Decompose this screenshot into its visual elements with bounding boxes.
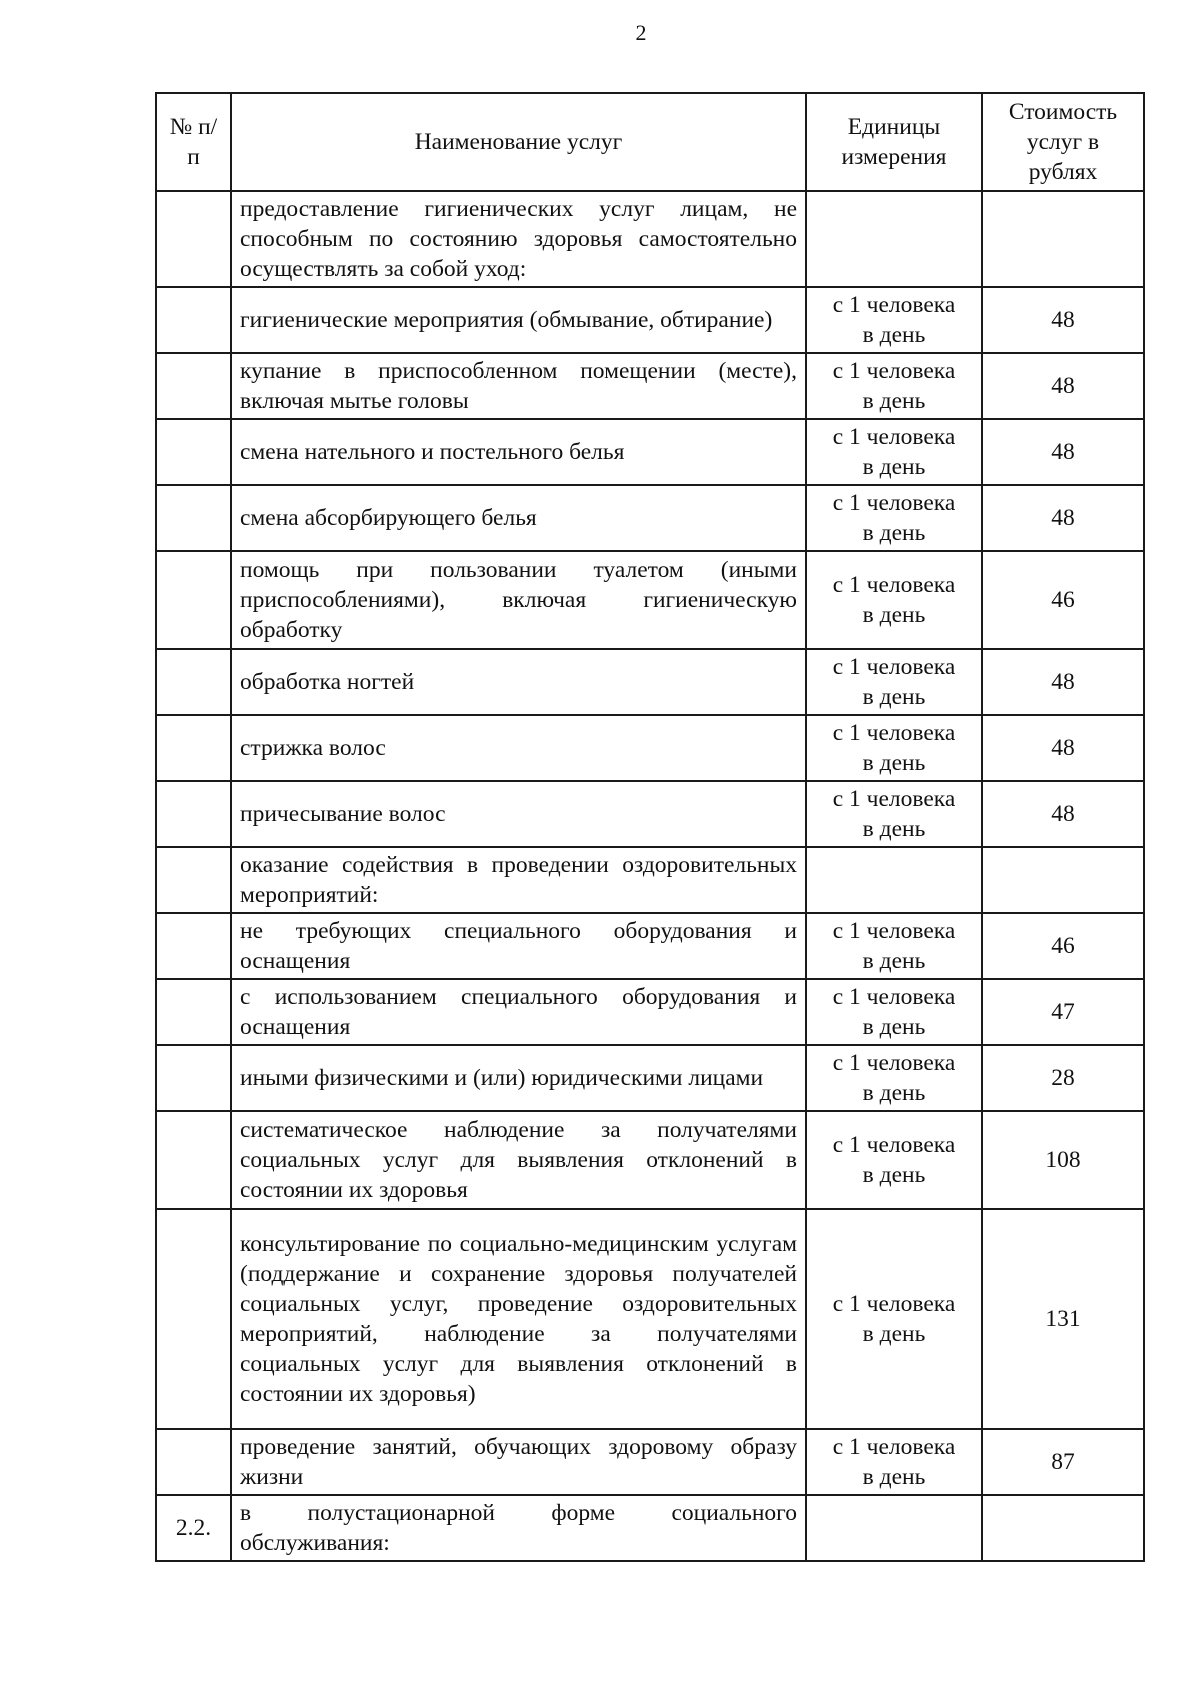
row-number bbox=[156, 715, 231, 781]
table-row bbox=[156, 715, 1144, 781]
row-number bbox=[156, 1429, 231, 1495]
unit-line-per-person: с 1 человека bbox=[832, 572, 956, 598]
unit-line-per-day: в день bbox=[862, 1162, 926, 1188]
unit-cell bbox=[806, 781, 982, 847]
table-row bbox=[156, 913, 1144, 979]
table-row bbox=[156, 287, 1144, 353]
table-row bbox=[156, 191, 1144, 287]
unit-line-per-person: с 1 человека bbox=[832, 918, 956, 944]
service-name: смена абсорбирующего белья bbox=[231, 485, 806, 551]
service-price: 47 bbox=[982, 979, 1144, 1045]
row-number bbox=[156, 913, 231, 979]
unit-cell bbox=[806, 551, 982, 649]
unit-cell bbox=[806, 191, 982, 287]
unit-line-per-day: в день bbox=[862, 1321, 926, 1347]
unit-line-per-person: с 1 человека bbox=[832, 1132, 956, 1158]
row-number: 2.2. bbox=[156, 1495, 231, 1561]
row-number bbox=[156, 551, 231, 649]
unit-line-per-person: с 1 человека bbox=[832, 720, 956, 746]
unit-line-per-day: в день bbox=[862, 388, 926, 414]
unit-line-per-person: с 1 человека bbox=[832, 1291, 956, 1317]
table-row bbox=[156, 1045, 1144, 1111]
table-row bbox=[156, 1429, 1144, 1495]
unit-line-per-day: в день bbox=[862, 1464, 926, 1490]
table-body bbox=[156, 191, 1144, 1561]
service-price bbox=[982, 847, 1144, 913]
unit-cell bbox=[806, 979, 982, 1045]
unit-line-per-day: в день bbox=[862, 1014, 926, 1040]
service-name: купание в приспособленном помещении (месте), включая мытье головы bbox=[231, 353, 806, 419]
unit-line-per-person: с 1 человека bbox=[832, 292, 956, 318]
row-number bbox=[156, 979, 231, 1045]
service-name: консультирование по социально-медицинским услугам (поддержание и сохранение здоровья получателей социальных услуг, проведение оздоровительных мероприятий, наблюдение за получателями социальных услуг для выявления отклонений в состоянии их здоровья) bbox=[231, 1209, 806, 1429]
unit-cell bbox=[806, 1209, 982, 1429]
unit-line-per-day: в день bbox=[862, 684, 926, 710]
unit-line-per-day: в день bbox=[862, 1080, 926, 1106]
service-price: 28 bbox=[982, 1045, 1144, 1111]
unit-cell bbox=[806, 1045, 982, 1111]
service-name: помощь при пользовании туалетом (иными приспособлениями), включая гигиеническую обработку bbox=[231, 551, 806, 649]
unit-cell bbox=[806, 847, 982, 913]
table-row bbox=[156, 485, 1144, 551]
service-price: 108 bbox=[982, 1111, 1144, 1209]
unit-cell bbox=[806, 287, 982, 353]
service-price: 46 bbox=[982, 551, 1144, 649]
unit-line-per-day: в день bbox=[862, 948, 926, 974]
header-number: № п/п bbox=[156, 93, 231, 191]
unit-cell bbox=[806, 353, 982, 419]
service-name: смена нательного и постельного белья bbox=[231, 419, 806, 485]
service-name: в полустационарной форме социального обслуживания: bbox=[231, 1495, 806, 1561]
table-row bbox=[156, 1495, 1144, 1561]
table-row bbox=[156, 353, 1144, 419]
service-price: 48 bbox=[982, 485, 1144, 551]
header-service-name: Наименование услуг bbox=[231, 93, 806, 191]
unit-line-per-person: с 1 человека bbox=[832, 1050, 956, 1076]
services-price-table bbox=[155, 92, 1145, 1562]
unit-line-per-person: с 1 человека bbox=[832, 424, 956, 450]
table-row bbox=[156, 1209, 1144, 1429]
row-number bbox=[156, 191, 231, 287]
header-unit: Единицы измерения bbox=[806, 93, 982, 191]
row-number bbox=[156, 1209, 231, 1429]
service-name: причесывание волос bbox=[231, 781, 806, 847]
unit-line-per-day: в день bbox=[862, 520, 926, 546]
table-row bbox=[156, 1111, 1144, 1209]
page-number: 2 bbox=[635, 20, 647, 45]
unit-cell bbox=[806, 649, 982, 715]
table-header-row bbox=[156, 93, 1144, 191]
row-number bbox=[156, 1045, 231, 1111]
unit-line-per-person: с 1 человека bbox=[832, 786, 956, 812]
service-name: проведение занятий, обучающих здоровому образу жизни bbox=[231, 1429, 806, 1495]
table-row bbox=[156, 551, 1144, 649]
table-row bbox=[156, 649, 1144, 715]
unit-line-per-person: с 1 человека bbox=[832, 490, 956, 516]
table-row bbox=[156, 419, 1144, 485]
service-name: оказание содействия в проведении оздоровительных мероприятий: bbox=[231, 847, 806, 913]
service-name: систематическое наблюдение за получателями социальных услуг для выявления отклонений в состоянии их здоровья bbox=[231, 1111, 806, 1209]
service-price: 48 bbox=[982, 715, 1144, 781]
service-price: 87 bbox=[982, 1429, 1144, 1495]
unit-line-per-day: в день bbox=[862, 322, 926, 348]
service-price bbox=[982, 1495, 1144, 1561]
unit-cell bbox=[806, 913, 982, 979]
row-number bbox=[156, 649, 231, 715]
service-name: обработка ногтей bbox=[231, 649, 806, 715]
service-name: предоставление гигиенических услуг лицам, не способным по состоянию здоровья самостоятельно осуществлять за собой уход: bbox=[231, 191, 806, 287]
unit-line-per-person: с 1 человека bbox=[832, 654, 956, 680]
service-name: с использованием специального оборудования и оснащения bbox=[231, 979, 806, 1045]
table-row bbox=[156, 781, 1144, 847]
row-number bbox=[156, 419, 231, 485]
unit-line-per-person: с 1 человека bbox=[832, 984, 956, 1010]
row-number bbox=[156, 1111, 231, 1209]
unit-cell bbox=[806, 485, 982, 551]
row-number bbox=[156, 353, 231, 419]
row-number bbox=[156, 847, 231, 913]
service-name: иными физическими и (или) юридическими лицами bbox=[231, 1045, 806, 1111]
unit-line-per-day: в день bbox=[862, 454, 926, 480]
row-number bbox=[156, 287, 231, 353]
unit-line-per-day: в день bbox=[862, 816, 926, 842]
unit-cell bbox=[806, 1429, 982, 1495]
service-price: 48 bbox=[982, 649, 1144, 715]
unit-line-per-day: в день bbox=[862, 602, 926, 628]
service-name: стрижка волос bbox=[231, 715, 806, 781]
row-number bbox=[156, 485, 231, 551]
unit-line-per-person: с 1 человека bbox=[832, 1434, 956, 1460]
service-name: не требующих специального оборудования и оснащения bbox=[231, 913, 806, 979]
unit-line-per-day: в день bbox=[862, 750, 926, 776]
unit-cell bbox=[806, 1495, 982, 1561]
unit-cell bbox=[806, 419, 982, 485]
unit-line-per-person: с 1 человека bbox=[832, 358, 956, 384]
header-price: Стоимость услуг в рублях bbox=[982, 93, 1144, 191]
table-row bbox=[156, 979, 1144, 1045]
unit-cell bbox=[806, 715, 982, 781]
service-price: 46 bbox=[982, 913, 1144, 979]
service-price: 48 bbox=[982, 419, 1144, 485]
service-name: гигиенические мероприятия (обмывание, обтирание) bbox=[231, 287, 806, 353]
unit-cell bbox=[806, 1111, 982, 1209]
service-price: 48 bbox=[982, 353, 1144, 419]
row-number bbox=[156, 781, 231, 847]
service-price bbox=[982, 191, 1144, 287]
service-price: 48 bbox=[982, 781, 1144, 847]
table-row bbox=[156, 847, 1144, 913]
service-price: 131 bbox=[982, 1209, 1144, 1429]
service-price: 48 bbox=[982, 287, 1144, 353]
